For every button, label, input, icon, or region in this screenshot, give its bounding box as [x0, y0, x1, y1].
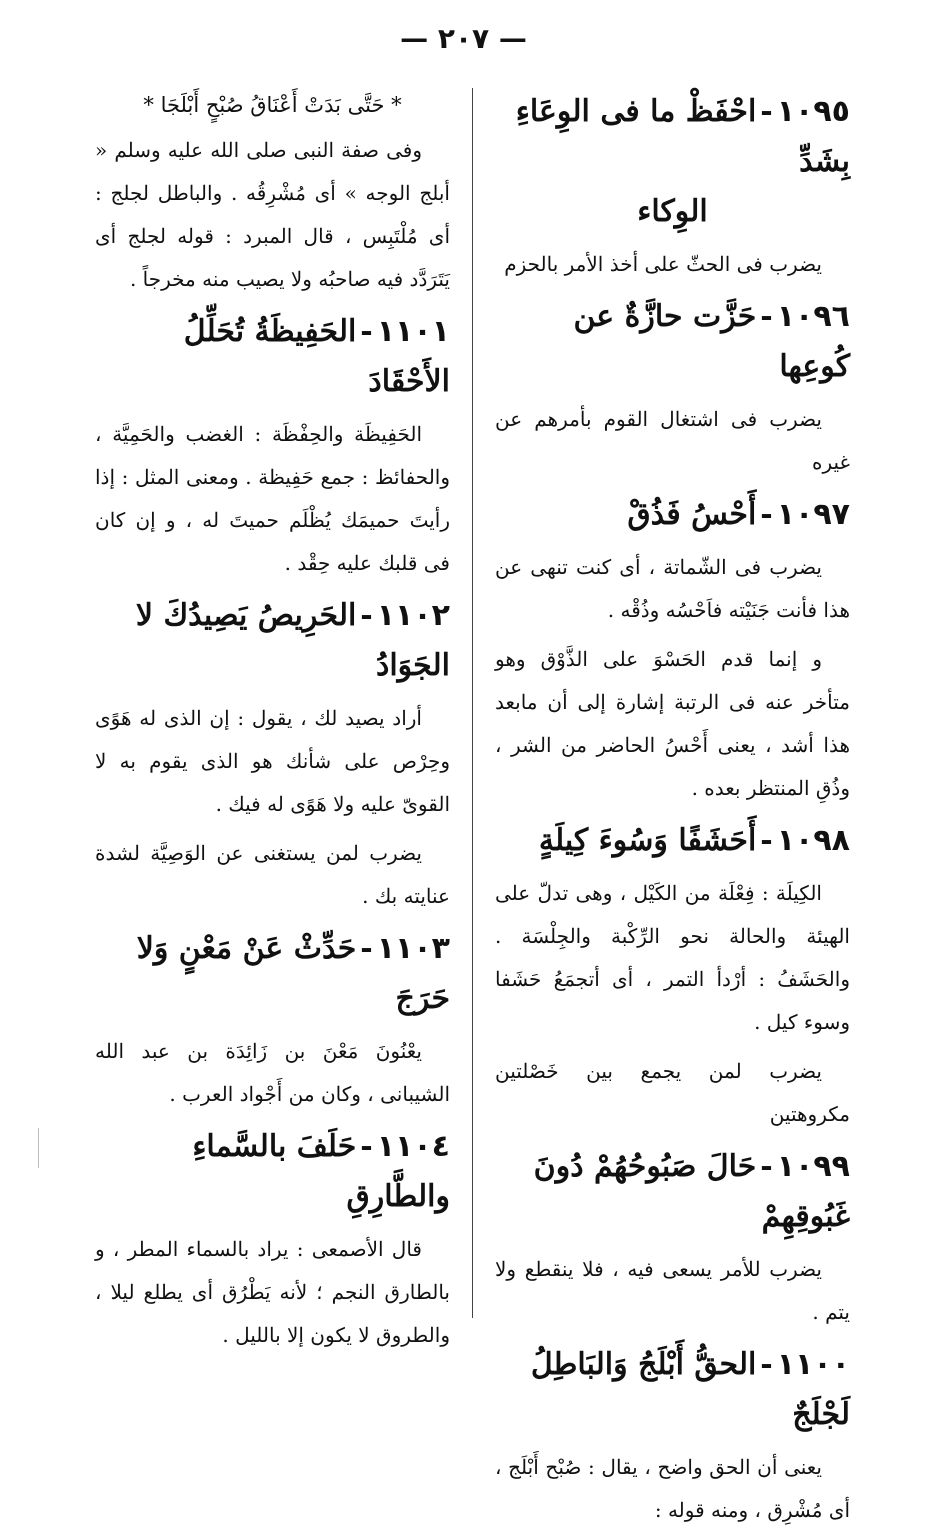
commentary-paragraph: يضرب لمن يستغنى عن الوَصِيَّة لشدة عنايته بك .	[95, 841, 450, 908]
proverb-text: أَحَشَفًا وَسُوءَ كِيلَةٍ	[538, 823, 757, 858]
commentary-paragraph: يضرب فى الشّماتة ، أى كنت تنهى عن هذا فأنت جَنَيْته فاَحْسُه وذُقْه .	[495, 555, 850, 622]
heading-dash: -	[360, 598, 373, 633]
heading-dash: -	[760, 299, 773, 334]
proverb-heading	[495, 490, 850, 540]
proverb-text: حَزَّت حازَّةٌ عن كُوعِها	[573, 299, 850, 384]
commentary-paragraph: يضرب فى اشتغال القوم بأمرهم عن غيره	[495, 407, 850, 474]
proverb-number: ١١٠١	[376, 314, 450, 349]
proverb-number: ١٠٩٦	[776, 299, 850, 334]
proverb-text: حَلَفَ بالسَّماءِ والطَّارِقِ	[192, 1129, 450, 1214]
proverb-text: الحقُّ أَبْلَجُ وَالبَاطِلُ لَجْلَجٌ	[530, 1347, 850, 1432]
proverb-heading	[495, 292, 850, 392]
heading-dash: -	[360, 1129, 373, 1164]
proverb-text: احْفَظْ ما فى الوِعَاءِ بِشَدِّ	[515, 94, 850, 179]
proverb-number: ١٠٩٩	[776, 1149, 850, 1184]
right-column	[495, 85, 850, 1522]
proverb-heading	[95, 307, 450, 407]
proverb-text: حَالَ صَبُوحُهُمْ دُونَ غَبُوقِهِمْ	[533, 1149, 850, 1234]
proverb-text: الحَفِيظَةُ تُحَلِّلُ الأَحْقَادَ	[183, 314, 450, 399]
commentary-paragraph: يعنى أن الحق واضح ، يقال : صُبْح أَبْلَج ، أى مُشْرِق ، ومنه قوله :	[495, 1455, 850, 1522]
commentary-paragraph: وفى صفة النبى صلى الله عليه وسلم « أبلج الوجه » أى مُشْرِقُه . والباطل لجلج : أى مُلْتَبِس ، قال المبرد : قوله لجلج أى يَتَرَدَّد فيه صاحبُه ولا يصيب منه مخرجاً .	[95, 138, 450, 291]
commentary-paragraph: و إنما قدم الحَسْوَ على الذَّوْق وهو متأخر عنه فى الرتبة إشارة إلى أن مابعد هذا أشد ، يعنى أَحْسُ الحاضر من الشر ، وذُقِ المنتظر بعده .	[495, 647, 850, 800]
proverb-text: الحَرِيصُ يَصِيدُكَ لا الجَوَادُ	[135, 598, 450, 683]
proverb-heading	[495, 1340, 850, 1440]
heading-dash: -	[760, 94, 773, 129]
commentary-paragraph: أراد يصيد لك ، يقول : إن الذى له هَوًى وحِرْص على شأنك هو الذى يقوم به لا القوىّ عليه ولا هَوًى له فيك .	[95, 706, 450, 816]
commentary-paragraph: قال الأصمعى : يراد بالسماء المطر ، و بالطارق النجم ؛ لأنه يَطْرُق أى يطلع ليلا ، والطروق لا يكون إلا بالليل .	[95, 1237, 450, 1347]
proverb-heading	[495, 87, 850, 237]
heading-dash: -	[760, 1347, 773, 1382]
proverb-heading	[495, 816, 850, 866]
margin-mark	[38, 1128, 39, 1168]
left-column	[95, 85, 450, 1347]
proverb-number: ١٠٩٧	[776, 497, 850, 532]
heading-dash: -	[760, 497, 773, 532]
heading-dash: -	[760, 1149, 773, 1184]
heading-dash: -	[760, 823, 773, 858]
commentary-paragraph: يضرب لمن يجمع بين خَصْلتين مكروهتين	[495, 1059, 850, 1126]
commentary-paragraph: يعْنُونَ مَعْنَ بن زَائِدَة بن عبد الله الشيبانى ، وكان من أَجْواد العرب .	[95, 1039, 450, 1106]
column-divider	[472, 88, 473, 1318]
commentary-paragraph: يضرب فى الحثّ على أخذ الأمر بالحزم	[504, 252, 822, 276]
verse-line: * حَتَّى بَدَتْ أَعْنَاقُ صُبْحٍ أَبْلَجَا *	[143, 93, 402, 117]
page-number: — ٢٠٧ —	[400, 22, 527, 55]
proverb-number: ١١٠٢	[376, 598, 450, 633]
proverb-text: حَدِّثْ عَنْ مَعْنٍ وَلا حَرَجَ	[136, 931, 450, 1016]
proverb-heading	[95, 1122, 450, 1222]
proverb-text-continued: الوِكاء	[637, 194, 708, 229]
proverb-number: ١٠٩٥	[776, 94, 850, 129]
proverb-heading	[95, 591, 450, 691]
proverb-number: ١١٠٠	[776, 1347, 850, 1382]
proverb-heading	[495, 1142, 850, 1242]
proverb-number: ١١٠٤	[376, 1129, 450, 1164]
heading-dash: -	[360, 314, 373, 349]
proverb-number: ١٠٩٨	[776, 823, 850, 858]
heading-dash: -	[360, 931, 373, 966]
proverb-text: أَحْسُ فَذُقْ	[627, 497, 757, 532]
commentary-paragraph: يضرب للأمر يسعى فيه ، فلا ينقطع ولا يتم .	[495, 1257, 850, 1324]
proverb-heading	[95, 924, 450, 1024]
commentary-paragraph: الحَفِيظَة والحِفْظَة : الغضب والحَمِيَّة ، والحفائظ : جمع حَفِيظة . ومعنى المثل : إذا رأيتَ حميمَك يُظْلَم حميتَ له ، و إن كان فى قلبك عليه حِقْد .	[95, 422, 450, 575]
commentary-paragraph: الكِيلَة : فِعْلَة من الكَيْل ، وهى تدلّ على الهيئة والحالة نحو الرِّكْبة والجِلْسَة . والحَشَفُ : أرْدأ التمر ، أى أتجمَعُ حَشَفا وسوء كيل .	[495, 881, 850, 1034]
proverb-number: ١١٠٣	[376, 931, 450, 966]
